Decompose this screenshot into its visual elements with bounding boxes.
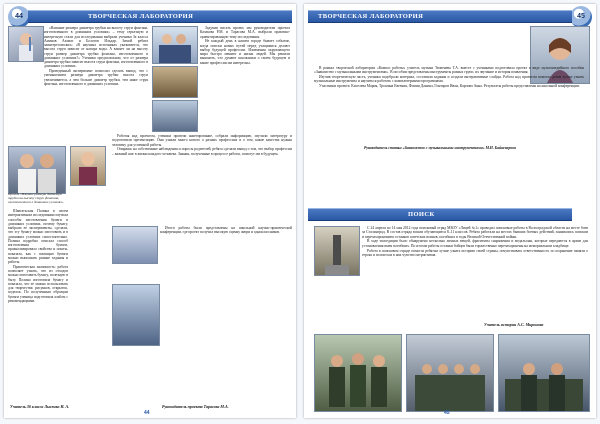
section-title: ТВОРЧЕСКАЯ ЛАБОРАТОРИЯ [88,13,194,20]
author-signature: Учитель 3б класса Лысенко Н. А. [10,404,70,409]
music-author-signature: Руководитель статьи «Знакомство с музыкальными инструментами» М.Н. Байкенерова [364,146,516,150]
paragraph: Не каждый день в нашем городе бывает событие, когда поиски новых путей перед учащимися делают выбор будущей профессии. Изменения окружающего мира быстро меняют и жизнь людей. Мы решили выяснить, что думают школьники о своем будущем и какие профессии им интересны. [200,39,290,65]
project-lead-signature: Руководитель проекта Тарасова М.А. [162,404,229,409]
search-author-signature: Учитель истории А.С. Миронова [484,322,544,327]
section-banner [308,10,572,23]
section-banner [28,10,292,23]
article-profession-text-top [200,26,290,66]
photo-memorial [314,226,360,276]
paragraph: С 24 апреля по 14 мая 2012 года поисковый отряд МБОУ «Лицей №1» проводил поисковые работы в Волгоградской области на месте боев за Сталинград. В состав отряда вошли обучающиеся 8–11 классов. Ребята работали на местах бывших боевых действий, занимались поиском и перезахоронением останков советских воинов, погибших в годы Великой Отечественной войны. [362,226,588,239]
left-page [4,4,296,418]
paragraph: Участники проекта: Киселева Мария, Трошина Евгения, Фомин Даниил, Гончаров Иван, Карпова Анна. Результаты работы представлены на школьной конференции. [319,84,580,89]
paragraph: Итоги работы были представлены на школьной научно-практической конференции, где проект получил высокую оценку жюри и одноклассников. [160,226,292,235]
paragraph: Шавгатьская Полина в своем интерактивном исследовании изучила способы изготовления бумаги в домашних условиях, почему бумагу, выбрали ее эксперименты, сделали, что эту бумагу можно изготовить и в домашних условиях самостоятельно. Полина подробно описала способ изготовления бумаги, проанализировала свойства и опыты, показала, как с помощью бумаги можно выполнять разные задания и работы. [8,209,68,264]
paragraph: Изучив теоретическую часть, ученики подобрали материал, составили задания и создали интерактивные слайды. Работа над проектом помогла детям лучше узнать музыкальные инструменты и научиться работать с компьютерными программами. [314,75,584,84]
paragraph: Работая над проектом, ученики провели анкетирование, собрали информацию, изучили литературу и подготовили презентацию. Они узнали много нового о разных профессиях и о том, какие качества нужны человеку для успешной работы. [112,134,292,147]
page-number-badge: 45 [570,6,592,28]
article-search-text [362,226,588,258]
photo-search-team-2 [406,334,494,412]
right-page [304,4,596,418]
paragraph: В ходе экспедиции было обнаружено несколько личных вещей, фрагменты снаряжения и медальоны, которые передаются в архив для установления имен погибших. По итогам работы останки бойцов были торжественно перезахоронены на мемориальном кладбище. [362,239,588,248]
paragraph: Практическая значимость: работа позволяет узнать, что из отходов можно изготовить бумагу, полезную в быту. Полина изготовила бумагу и показала, что ее можно использовать для творчества: рисунков, открыток, поделок. По полученным образцам бумаги ученица подготовила альбом с рекомендациями. [8,264,68,303]
article-profession-text-main [112,134,292,157]
paragraph: Работа в поисковом отряде помогла ребятам лучше узнать историю своей страны, почувствовать ответственность за сохранение памяти о героях и воспитала в них чувство патриотизма. [362,248,588,257]
paragraph: «Влияние размера диаметра трубки на высоту струи фонтана, изготовленного в домашних условиях» – тему серьезную и интересную стали для исследования выбрали ученики 3а класса Аминов Азамат и Болотов Ильдар. Зимой ребята заинтересовались: «В научных источниках указывается, что высота струи зависит от напора воды. А влияет ли на высоту струи размер диаметра трубки фонтана, изготовленного в домашних условиях?» Ученики предположили, что от размера диаметра трубки зависит высота струи фонтана, изготовленного в домашних условиях. [44,26,148,69]
photo-presentation [152,100,198,132]
fountain-photo-icon [9,27,43,61]
photo-profession-boy [112,284,160,346]
article-paper-text [8,209,68,304]
article-fountain-text [44,26,148,87]
search-team-photo-icon [315,335,401,411]
photo-project-team [152,26,198,64]
photo-classroom [152,66,198,98]
page-number-footer: 44 [144,410,150,416]
section-title: ТВОРЧЕСКАЯ ЛАБОРАТОРИЯ [318,13,424,20]
team-photo-icon [153,27,197,63]
photo-fountain-experiment [8,26,44,62]
page-number-badge: 44 [8,6,30,28]
photo-conference [112,226,158,264]
search-section-title: ПОИСК [408,211,435,218]
photo-caption: Проект «Влияние размера диаметра трубки на высоту струи фонтана, изготовленного в домашних условиях» [8,192,64,204]
article-profession-text-end [160,226,292,235]
paragraph: Опираясь на собственные наблюдения и опросы родителей, ребята сделали вывод о том, что выбор профессии – важный шаг в жизни каждого человека. Знания, полученные в процессе работы, помогут им в будущем. [112,147,292,156]
search-field-photo-icon [499,335,589,411]
photo-search-team-3 [498,334,590,412]
paragraph: Задумав писать проект, мы руководители проекта Казакова Р.М. и Тарасова М.А. выбрали практико-ориентированную тему исследования. [200,26,290,39]
students-photo-icon [9,147,65,193]
photo-students-fountain [8,146,66,194]
girl-photo-icon [71,147,105,185]
page-number-footer: 45 [444,410,450,416]
photo-girl-paper [70,146,106,186]
search-banner [308,208,572,221]
search-group-photo-icon [407,335,493,411]
memorial-photo-icon [315,227,359,275]
paragraph: Проведенный эксперимент позволил сделать вывод, что с уменьшением размера диаметра трубки высота струи увеличивается, а чем больше диаметр трубки, тем ниже струя фонтана, изготовленного в домашних условиях. [44,69,148,86]
photo-search-team-1 [314,334,402,412]
article-music-text [314,66,584,89]
paragraph: В рамках творческой лаборатории «Компас работы» учитель музыки Тюменева Т.А. вместе с учениками подготовила проект в виде мультимедийного пособия «Знакомство с музыкальными инструментами». В пособии представлены инструменты разных групп, их звучание и история появления. [314,66,584,75]
